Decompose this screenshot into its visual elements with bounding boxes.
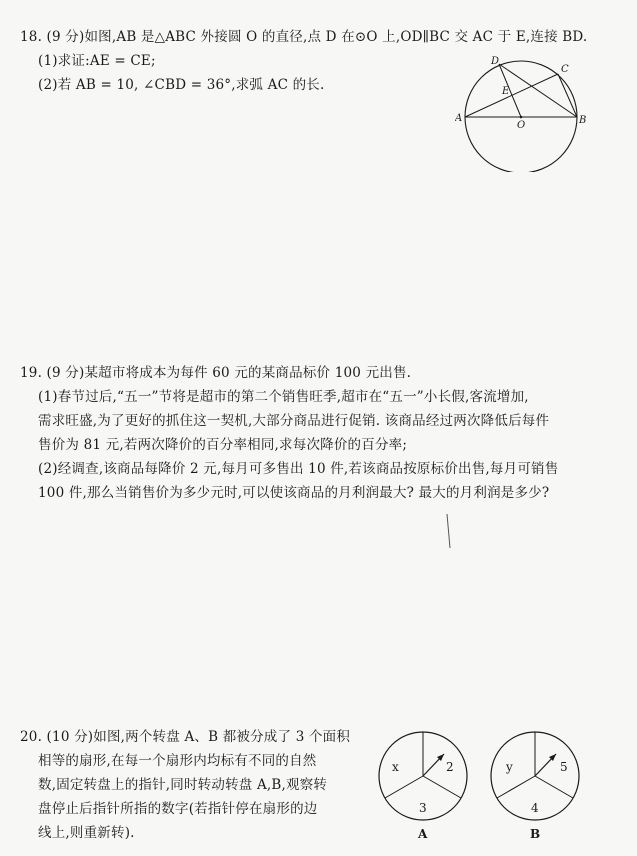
spinner-a-sector-x: x (392, 760, 399, 774)
label-d: D (491, 56, 500, 67)
label-e: E (502, 86, 510, 97)
spinner-b-sector-5: 5 (560, 760, 568, 774)
spinner-b (480, 726, 590, 846)
label-c: C (561, 64, 569, 75)
q18-circle-figure (455, 52, 595, 172)
q19-part-1-line-1: (1)春节过后,“五一”节将是超市的第二个销售旺季,超市在“五一”小长假,客流增加, (38, 389, 529, 405)
spinner-a-sector-2: 2 (446, 760, 454, 774)
q19-part-2-line-2: 100 件,那么当销售价为多少元时,可以使该商品的月利润最大? 最大的月利润是多少? (38, 485, 550, 501)
q20-line-5: 线上,则重新转). (38, 825, 135, 841)
q18-part-2: (2)若 AB = 10, ∠CBD = 36°,求弧 AC 的长. (38, 77, 325, 93)
q19-stem: 19. (9 分)某超市将成本为每件 60 元的某商品标价 100 元出售. (20, 365, 412, 381)
q18-part-1: (1)求证:AE = CE; (38, 53, 156, 69)
q18-stem: 18. (9 分)如图,AB 是△ABC 外接圆 O 的直径,点 D 在⊙O 上,OD∥BC 交 AC 于 E,连接 BD. (20, 29, 588, 45)
spinner-a (368, 726, 478, 846)
q20-line-4: 盘停止后指针所指的数字(若指针停在扇形的边 (38, 801, 318, 817)
spinner-b-sector-4: 4 (531, 801, 539, 815)
q19-part-1-line-3: 售价为 81 元,若两次降价的百分率相同,求每次降价的百分率; (38, 437, 408, 453)
pen-mark (444, 512, 454, 552)
spinner-b-label: B (530, 827, 541, 841)
q19-part-1-line-2: 需求旺盛,为了更好的抓住这一契机,大部分商品进行促销. 该商品经过两次降低后每件 (38, 413, 550, 429)
spinner-a-sector-3: 3 (419, 801, 427, 815)
q20-line-3: 数,固定转盘上的指针,同时转动转盘 A,B,观察转 (38, 777, 328, 793)
spinner-a-label: A (418, 827, 428, 841)
spinner-b-sector-y: y (506, 760, 513, 774)
label-a: A (455, 113, 463, 124)
q20-line-1: 20. (10 分)如图,两个转盘 A、B 都被分成了 3 个面积 (20, 729, 351, 745)
q20-line-2: 相等的扇形,在每一个扇形内均标有不同的自然 (38, 753, 317, 769)
label-o: O (517, 120, 526, 131)
label-b: B (579, 115, 587, 126)
q19-part-2-line-1: (2)经调查,该商品每降价 2 元,每月可多售出 10 件,若该商品按原标价出售,每月可销售 (38, 461, 559, 477)
